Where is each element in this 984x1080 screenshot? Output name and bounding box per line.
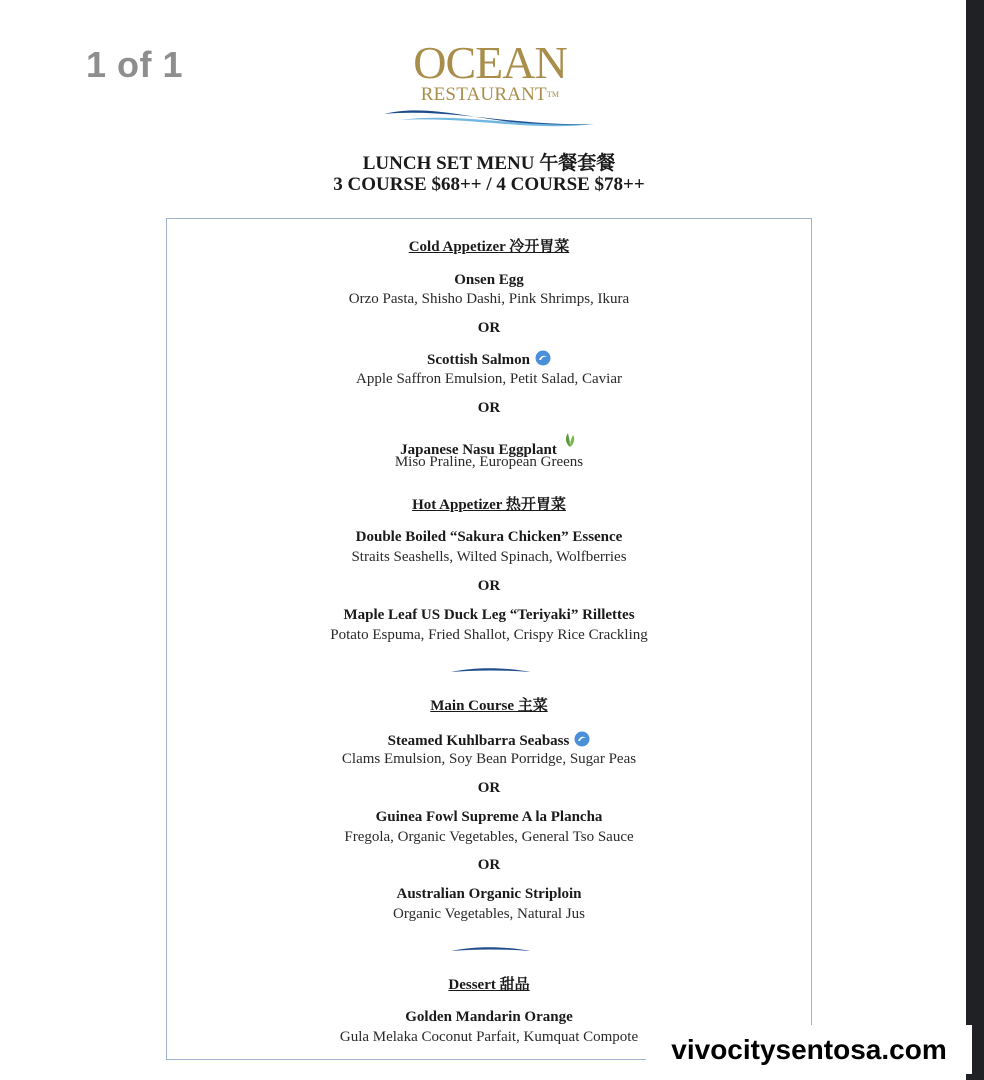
menu-box <box>166 218 812 1060</box>
dish-name: Scottish Salmon <box>427 352 530 368</box>
site-watermark: vivocitysentosa.com <box>646 1025 972 1074</box>
dish-description: Apple Saffron Emulsion, Petit Salad, Caviar <box>356 371 622 387</box>
dish-description: Clams Emulsion, Soy Bean Porridge, Sugar Peas <box>341 751 637 767</box>
dish-description: Fregola, Organic Vegetables, General Tso Sauce <box>344 829 634 845</box>
section-title-hot-appetizer: Hot Appetizer 热开胃菜 <box>412 497 566 513</box>
menu-title: LUNCH SET MENU 午餐套餐 <box>362 153 616 174</box>
page-counter: 1 of 1 <box>86 44 184 85</box>
trademark-mark: TM <box>546 90 560 99</box>
dish-item <box>167 731 811 752</box>
dish-name: Golden Mandarin Orange <box>405 1009 573 1025</box>
section-title-main-course: Main Course 主菜 <box>430 698 548 714</box>
dish-description: Potato Espuma, Fried Shallot, Crispy Rice Crackling <box>330 627 648 643</box>
section-title-dessert: Dessert 甜品 <box>448 977 530 993</box>
dish-name: Double Boiled “Sakura Chicken” Essence <box>355 529 623 545</box>
sustainable-seafood-icon <box>574 731 590 752</box>
dish-description: Miso Praline, European Greens <box>394 454 584 470</box>
dish-name: Maple Leaf US Duck Leg “Teriyaki” Rillettes <box>343 607 635 623</box>
or-separator: OR <box>477 400 501 416</box>
or-separator: OR <box>477 578 501 594</box>
ocean-restaurant-logo <box>380 37 604 130</box>
sustainable-seafood-icon <box>535 350 551 371</box>
dish-description: Gula Melaka Coconut Parfait, Kumquat Compote <box>339 1029 639 1045</box>
or-separator: OR <box>477 320 501 336</box>
or-separator: OR <box>477 780 501 796</box>
logo-wave-icon <box>380 102 604 130</box>
dish-name: Australian Organic Striploin <box>396 886 582 902</box>
dish-name: Steamed Kuhlbarra Seabass <box>387 733 570 749</box>
dish-description: Organic Vegetables, Natural Jus <box>393 906 585 922</box>
logo-restaurant-text: RESTAURANT™ <box>420 84 560 105</box>
dish-item <box>167 350 811 371</box>
dish-name: Guinea Fowl Supreme A la Plancha <box>375 809 603 825</box>
logo-ocean-text: OCEAN <box>413 37 567 88</box>
wave-divider-icon <box>449 665 533 677</box>
or-separator: OR <box>477 857 501 873</box>
dish-name: Onsen Egg <box>454 272 524 288</box>
dish-description: Orzo Pasta, Shisho Dashi, Pink Shrimps, Ikura <box>348 291 630 307</box>
menu-prices: 3 COURSE $68++ / 4 COURSE $78++ <box>333 174 645 195</box>
wave-divider-icon <box>449 944 533 956</box>
dish-description: Straits Seashells, Wilted Spinach, Wolfberries <box>351 549 627 565</box>
vegetarian-leaf-icon <box>562 432 578 453</box>
section-title-cold-appetizer: Cold Appetizer 冷开胃菜 <box>408 239 570 255</box>
dish-name: Japanese Nasu Eggplant <box>400 442 557 458</box>
